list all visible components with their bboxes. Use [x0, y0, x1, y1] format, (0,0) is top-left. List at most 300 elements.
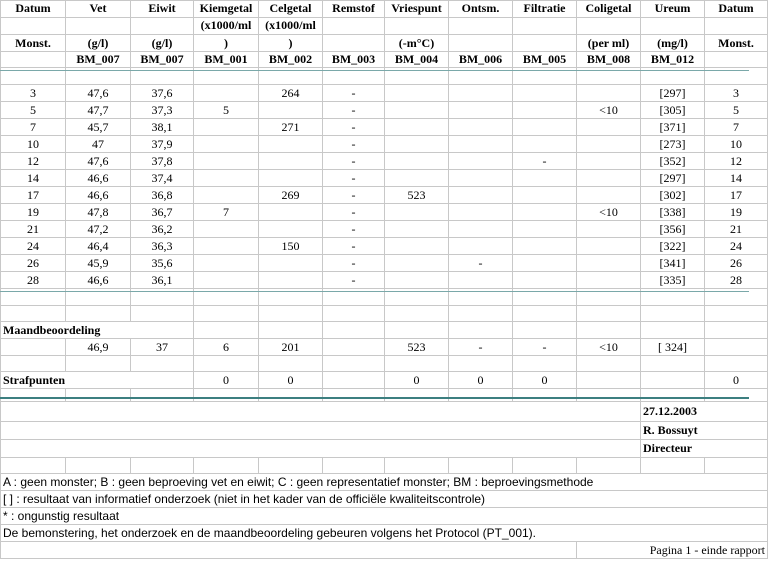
data-cell: [449, 153, 513, 170]
empty-cell: [513, 458, 577, 474]
data-cell: [449, 119, 513, 136]
footnote-row: [1, 474, 768, 491]
empty-cell: [705, 356, 768, 372]
unit-cell: [323, 18, 385, 35]
data-cell: [385, 136, 449, 153]
data-cell: 12: [705, 153, 768, 170]
empty-cell: [641, 306, 705, 322]
method-code: BM_007: [131, 52, 194, 68]
empty-cell: [641, 322, 705, 339]
empty-cell: [323, 356, 385, 372]
unit-cell: [449, 35, 513, 52]
data-cell: [385, 221, 449, 238]
data-cell: [385, 204, 449, 221]
data-cell: [449, 221, 513, 238]
data-cell: 47,6: [66, 153, 131, 170]
method-code: BM_012: [641, 52, 705, 68]
summary-value: <10: [577, 339, 641, 356]
data-cell: 264: [259, 85, 323, 102]
spacer-row: [1, 389, 768, 402]
header-row-methods: [1, 52, 768, 68]
empty-cell: [385, 389, 449, 402]
unit-cell: [705, 18, 768, 35]
penalty-value: [641, 372, 705, 389]
data-cell: [194, 272, 259, 289]
penalty-value: 0: [705, 372, 768, 389]
unit-cell: ): [194, 35, 259, 52]
page-label: Pagina 1 - einde rapport: [577, 542, 768, 559]
data-cell: [194, 136, 259, 153]
data-cell: [305]: [641, 102, 705, 119]
data-cell: [385, 170, 449, 187]
unit-cell: (mg/l): [641, 35, 705, 52]
method-code: BM_004: [385, 52, 449, 68]
empty-cell: [705, 322, 768, 339]
data-cell: 36,2: [131, 221, 194, 238]
straf-label: Strafpunten: [1, 372, 194, 389]
data-cell: [322]: [641, 238, 705, 255]
maand-label-row: [1, 322, 768, 339]
column-header: Filtratie: [513, 1, 577, 18]
column-header: Eiwit: [131, 1, 194, 18]
data-cell: -: [513, 153, 577, 170]
unit-cell: [449, 18, 513, 35]
empty-cell: [1, 356, 66, 372]
data-cell: [449, 187, 513, 204]
data-cell: [194, 187, 259, 204]
summary-value: 46,9: [66, 339, 131, 356]
data-cell: [338]: [641, 204, 705, 221]
method-code: BM_005: [513, 52, 577, 68]
empty-cell: [323, 306, 385, 322]
empty-cell: [1, 542, 577, 559]
data-cell: [194, 221, 259, 238]
data-cell: 10: [705, 136, 768, 153]
empty-cell: [323, 458, 385, 474]
unit-cell: [131, 18, 194, 35]
spacer-row: [1, 306, 768, 322]
data-cell: 5: [1, 102, 66, 119]
data-cell: [259, 170, 323, 187]
empty-cell: [1, 458, 66, 474]
data-cell: 35,6: [131, 255, 194, 272]
empty-cell: [259, 356, 323, 372]
table-row: [1, 170, 768, 187]
data-cell: <10: [577, 204, 641, 221]
data-cell: [513, 221, 577, 238]
data-cell: [341]: [641, 255, 705, 272]
data-cell: 47,8: [66, 204, 131, 221]
data-cell: [513, 204, 577, 221]
data-cell: 21: [1, 221, 66, 238]
empty-cell: [449, 458, 513, 474]
data-cell: 26: [705, 255, 768, 272]
spacer-row: [1, 458, 768, 474]
maand-label: Maandbeoordeling: [1, 322, 194, 339]
rows-divider: [0, 291, 749, 292]
data-cell: 7: [194, 204, 259, 221]
unit-cell: (g/l): [66, 35, 131, 52]
column-header: Kiemgetal: [194, 1, 259, 18]
data-cell: [297]: [641, 85, 705, 102]
signature-row: [1, 422, 768, 440]
table-row: [1, 119, 768, 136]
data-cell: [302]: [641, 187, 705, 204]
empty-cell: [641, 389, 705, 402]
empty-cell: [66, 306, 131, 322]
empty-cell: [259, 306, 323, 322]
unit-cell: [641, 18, 705, 35]
signature-date: 27.12.2003: [641, 402, 768, 422]
footnote: De bemonstering, het onderzoek en de maandbeoordeling gebeuren volgens het Protocol (PT_001).: [1, 525, 768, 542]
method-code: BM_001: [194, 52, 259, 68]
footnote-row: [1, 525, 768, 542]
spacer-row: [1, 356, 768, 372]
data-cell: [352]: [641, 153, 705, 170]
data-cell: 14: [1, 170, 66, 187]
unit-cell: [323, 35, 385, 52]
data-cell: [513, 85, 577, 102]
data-cell: [577, 187, 641, 204]
unit-cell: (-m°C): [385, 35, 449, 52]
empty-cell: [259, 458, 323, 474]
data-cell: 5: [705, 102, 768, 119]
data-cell: 21: [705, 221, 768, 238]
data-cell: 24: [1, 238, 66, 255]
data-cell: [356]: [641, 221, 705, 238]
empty-cell: [131, 356, 194, 372]
data-cell: [371]: [641, 119, 705, 136]
data-cell: [335]: [641, 272, 705, 289]
data-cell: 12: [1, 153, 66, 170]
table-row: [1, 238, 768, 255]
header-divider: [0, 70, 749, 71]
data-cell: [259, 272, 323, 289]
data-cell: [297]: [641, 170, 705, 187]
column-header: Datum: [705, 1, 768, 18]
data-cell: [385, 102, 449, 119]
maand-values-row: [1, 339, 768, 356]
data-cell: [273]: [641, 136, 705, 153]
data-cell: [259, 102, 323, 119]
straf-row: [1, 372, 768, 389]
empty-cell: [259, 389, 323, 402]
empty-cell: [194, 389, 259, 402]
footnote: A : geen monster; B : geen beproeving vet en eiwit; C : geen representatief monster; BM : beproevingsmethode: [1, 474, 768, 491]
empty-cell: [577, 306, 641, 322]
data-cell: [449, 170, 513, 187]
data-cell: 37,4: [131, 170, 194, 187]
penalty-value: [577, 372, 641, 389]
empty-cell: [513, 306, 577, 322]
data-cell: [194, 238, 259, 255]
data-cell: [385, 272, 449, 289]
data-cell: 26: [1, 255, 66, 272]
data-cell: 36,3: [131, 238, 194, 255]
data-cell: [385, 85, 449, 102]
method-code: BM_002: [259, 52, 323, 68]
data-cell: 37,3: [131, 102, 194, 119]
empty-cell: [385, 458, 449, 474]
data-cell: [259, 221, 323, 238]
empty-cell: [1, 306, 66, 322]
table-row: [1, 102, 768, 119]
data-cell: 14: [705, 170, 768, 187]
data-cell: -: [323, 238, 385, 255]
data-cell: [259, 255, 323, 272]
header-row-titles: [1, 1, 768, 18]
table-row: [1, 136, 768, 153]
data-cell: [194, 255, 259, 272]
data-cell: [449, 102, 513, 119]
data-cell: [577, 85, 641, 102]
summary-value: 37: [131, 339, 194, 356]
unit-cell: (g/l): [131, 35, 194, 52]
data-cell: [449, 272, 513, 289]
summary-value: 201: [259, 339, 323, 356]
summary-value: 523: [385, 339, 449, 356]
empty-cell: [577, 322, 641, 339]
table-row: [1, 255, 768, 272]
table-row: [1, 272, 768, 289]
data-cell: 37,6: [131, 85, 194, 102]
page-label-row: [1, 542, 768, 559]
footnote: * : ongunstig resultaat: [1, 508, 768, 525]
data-cell: 17: [1, 187, 66, 204]
method-code: BM_008: [577, 52, 641, 68]
data-cell: 46,4: [66, 238, 131, 255]
data-cell: <10: [577, 102, 641, 119]
data-cell: 5: [194, 102, 259, 119]
empty-cell: [1, 402, 641, 422]
data-cell: [194, 170, 259, 187]
empty-cell: [131, 306, 194, 322]
summary-value: -: [513, 339, 577, 356]
data-cell: [513, 238, 577, 255]
data-cell: [577, 221, 641, 238]
method-code: [705, 52, 768, 68]
data-cell: -: [323, 272, 385, 289]
empty-cell: [449, 356, 513, 372]
data-cell: 47,6: [66, 85, 131, 102]
table-row: [1, 85, 768, 102]
data-cell: [513, 187, 577, 204]
data-cell: -: [323, 85, 385, 102]
summary-divider: [0, 397, 749, 399]
penalty-value: 0: [449, 372, 513, 389]
data-cell: -: [323, 221, 385, 238]
data-cell: 271: [259, 119, 323, 136]
data-cell: 24: [705, 238, 768, 255]
footnote-row: [1, 508, 768, 525]
data-cell: 47,2: [66, 221, 131, 238]
penalty-value: 0: [259, 372, 323, 389]
data-cell: -: [449, 255, 513, 272]
unit-cell: [66, 18, 131, 35]
empty-cell: [449, 306, 513, 322]
empty-cell: [705, 306, 768, 322]
empty-cell: [131, 389, 194, 402]
penalty-value: 0: [194, 372, 259, 389]
data-cell: 19: [705, 204, 768, 221]
data-cell: 47,7: [66, 102, 131, 119]
table-row: [1, 221, 768, 238]
signature-row: [1, 440, 768, 458]
column-header: Celgetal: [259, 1, 323, 18]
data-cell: [513, 272, 577, 289]
method-code: BM_007: [66, 52, 131, 68]
data-cell: 37,8: [131, 153, 194, 170]
data-cell: -: [323, 204, 385, 221]
data-cell: 36,8: [131, 187, 194, 204]
data-cell: [513, 119, 577, 136]
data-cell: [577, 238, 641, 255]
unit-cell: [513, 35, 577, 52]
header-row-units-a: [1, 18, 768, 35]
empty-cell: [705, 389, 768, 402]
data-cell: 37,9: [131, 136, 194, 153]
data-cell: [385, 119, 449, 136]
table-row: [1, 153, 768, 170]
column-header: Coligetal: [577, 1, 641, 18]
unit-cell: (per ml): [577, 35, 641, 52]
unit-cell: [385, 18, 449, 35]
data-cell: [577, 170, 641, 187]
data-cell: 7: [705, 119, 768, 136]
data-cell: 269: [259, 187, 323, 204]
data-cell: 38,1: [131, 119, 194, 136]
data-cell: [194, 119, 259, 136]
data-cell: 36,1: [131, 272, 194, 289]
data-cell: [259, 136, 323, 153]
data-cell: -: [323, 187, 385, 204]
data-cell: 36,7: [131, 204, 194, 221]
column-header: Datum: [1, 1, 66, 18]
data-cell: [194, 85, 259, 102]
unit-cell: (x1000/ml: [259, 18, 323, 35]
empty-cell: [194, 322, 259, 339]
data-cell: 7: [1, 119, 66, 136]
empty-cell: [66, 389, 131, 402]
summary-value: -: [449, 339, 513, 356]
data-cell: 150: [259, 238, 323, 255]
empty-cell: [513, 322, 577, 339]
data-cell: -: [323, 170, 385, 187]
signature-row: [1, 402, 768, 422]
empty-cell: [449, 389, 513, 402]
footnote-row: [1, 491, 768, 508]
empty-cell: [194, 458, 259, 474]
signature-name: R. Bossuyt: [641, 422, 768, 440]
summary-value: [323, 339, 385, 356]
empty-cell: [385, 322, 449, 339]
empty-cell: [449, 322, 513, 339]
data-cell: 28: [705, 272, 768, 289]
data-cell: [513, 136, 577, 153]
empty-cell: [66, 356, 131, 372]
data-cell: [577, 119, 641, 136]
data-cell: 45,7: [66, 119, 131, 136]
empty-cell: [577, 458, 641, 474]
header-row-units-b: [1, 35, 768, 52]
unit-cell: Monst.: [1, 35, 66, 52]
empty-cell: [131, 458, 194, 474]
data-cell: 10: [1, 136, 66, 153]
data-cell: 19: [1, 204, 66, 221]
data-cell: 28: [1, 272, 66, 289]
data-cell: 523: [385, 187, 449, 204]
data-cell: 3: [1, 85, 66, 102]
unit-cell: [1, 18, 66, 35]
unit-cell: [577, 18, 641, 35]
column-header: Vet: [66, 1, 131, 18]
data-cell: [513, 255, 577, 272]
data-cell: [449, 136, 513, 153]
empty-cell: [641, 458, 705, 474]
column-header: Ontsm.: [449, 1, 513, 18]
empty-cell: [323, 389, 385, 402]
penalty-value: [323, 372, 385, 389]
empty-cell: [66, 458, 131, 474]
method-code: BM_006: [449, 52, 513, 68]
unit-cell: [513, 18, 577, 35]
empty-cell: [1, 422, 641, 440]
data-cell: [449, 204, 513, 221]
data-cell: [194, 153, 259, 170]
empty-cell: [513, 389, 577, 402]
empty-cell: [705, 458, 768, 474]
table-row: [1, 187, 768, 204]
summary-value: [1, 339, 66, 356]
method-code: [1, 52, 66, 68]
data-cell: [385, 255, 449, 272]
summary-value: [705, 339, 768, 356]
footnote: [ ] : resultaat van informatief onderzoek (niet in het kader van de officiële kwaliteitscontrole): [1, 491, 768, 508]
data-cell: [577, 272, 641, 289]
empty-cell: [513, 356, 577, 372]
data-cell: [259, 153, 323, 170]
data-cell: [577, 153, 641, 170]
data-cell: 46,6: [66, 170, 131, 187]
data-cell: [385, 153, 449, 170]
column-header: Remstof: [323, 1, 385, 18]
empty-cell: [385, 306, 449, 322]
data-cell: -: [323, 255, 385, 272]
empty-cell: [1, 440, 641, 458]
signature-title: Directeur: [641, 440, 768, 458]
data-cell: 3: [705, 85, 768, 102]
empty-cell: [641, 356, 705, 372]
penalty-value: 0: [513, 372, 577, 389]
data-cell: [449, 238, 513, 255]
table-row: [1, 204, 768, 221]
data-cell: -: [323, 119, 385, 136]
data-cell: 47: [66, 136, 131, 153]
data-cell: 17: [705, 187, 768, 204]
unit-cell: ): [259, 35, 323, 52]
data-cell: -: [323, 153, 385, 170]
data-cell: [385, 238, 449, 255]
data-cell: 46,6: [66, 272, 131, 289]
empty-cell: [323, 322, 385, 339]
summary-value: 6: [194, 339, 259, 356]
empty-cell: [194, 306, 259, 322]
column-header: Ureum: [641, 1, 705, 18]
data-cell: [449, 85, 513, 102]
empty-cell: [577, 356, 641, 372]
data-cell: [513, 170, 577, 187]
empty-cell: [577, 389, 641, 402]
